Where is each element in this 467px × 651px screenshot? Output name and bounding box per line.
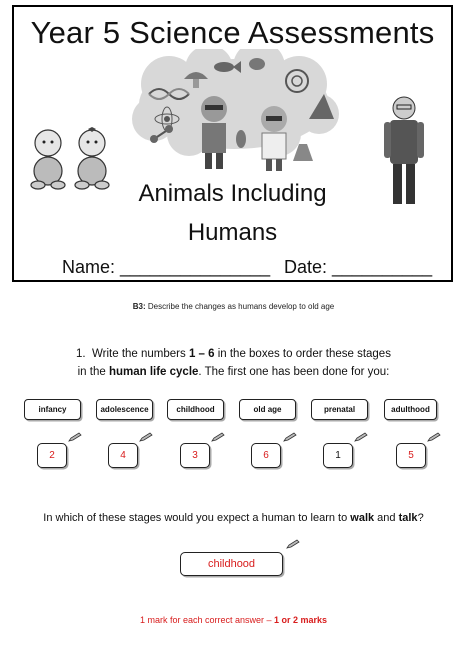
topic-title-line2: Humans xyxy=(187,219,278,246)
science-cloud-illustration xyxy=(129,49,339,174)
stage-label: infancy xyxy=(24,399,81,420)
answer-box-example: 1 xyxy=(323,443,353,468)
answer-box[interactable]: 4 xyxy=(108,443,138,468)
date-field[interactable]: Date: __________ xyxy=(284,257,433,277)
pencil-icon xyxy=(211,432,225,442)
question-2-punct: ? xyxy=(417,512,424,524)
question-1-number: 1. xyxy=(76,348,86,360)
stage-label: childhood xyxy=(167,399,224,420)
question-1-range: 1 – 6 xyxy=(188,348,215,360)
question-2-answer-box[interactable]: childhood xyxy=(180,552,283,576)
marks-note xyxy=(0,615,467,625)
stage-label: old age xyxy=(239,399,296,420)
pencil-icon xyxy=(354,432,368,442)
pencil-icon xyxy=(283,432,297,442)
pencil-icon xyxy=(427,432,441,442)
pencil-icon xyxy=(286,539,300,549)
question-2-keyword-talk: talk xyxy=(398,512,418,524)
question-1-text-3: . The first one has been done for you: xyxy=(198,366,390,378)
question-1-text-2: in the xyxy=(77,366,109,378)
question-1 xyxy=(0,345,467,381)
question-1-text: Write the numbers xyxy=(92,348,189,360)
pencil-icon xyxy=(139,432,153,442)
learning-objective xyxy=(0,302,467,311)
stage-label: adulthood xyxy=(384,399,437,420)
pencil-icon xyxy=(68,432,82,442)
marks-total: 1 or 2 marks xyxy=(274,615,328,625)
name-field[interactable]: Name: _______________ xyxy=(62,257,271,277)
header-box xyxy=(12,5,453,282)
question-1-keyword: human life cycle xyxy=(108,366,199,378)
question-2-text: In which of these stages would you expect a human to learn to xyxy=(43,512,351,524)
answer-box[interactable]: 2 xyxy=(37,443,67,468)
answer-box[interactable]: 3 xyxy=(180,443,210,468)
answer-box[interactable]: 6 xyxy=(251,443,281,468)
topic-title-line1: Animals Including xyxy=(138,180,327,207)
objective-text: Describe the changes as humans develop to old age xyxy=(147,302,335,311)
objective-code: B3: xyxy=(132,302,146,311)
stage-label: prenatal xyxy=(311,399,368,420)
page-title: Year 5 Science Assessments xyxy=(30,15,435,50)
marks-text: 1 mark for each correct answer – xyxy=(139,615,274,625)
question-2-conjunction: and xyxy=(374,512,399,524)
stage-label: adolescence xyxy=(96,399,153,420)
answer-box[interactable]: 5 xyxy=(396,443,426,468)
question-2 xyxy=(0,512,467,524)
question-2-keyword-walk: walk xyxy=(350,512,375,524)
question-1-text-end: in the boxes to order these stages xyxy=(214,348,391,360)
